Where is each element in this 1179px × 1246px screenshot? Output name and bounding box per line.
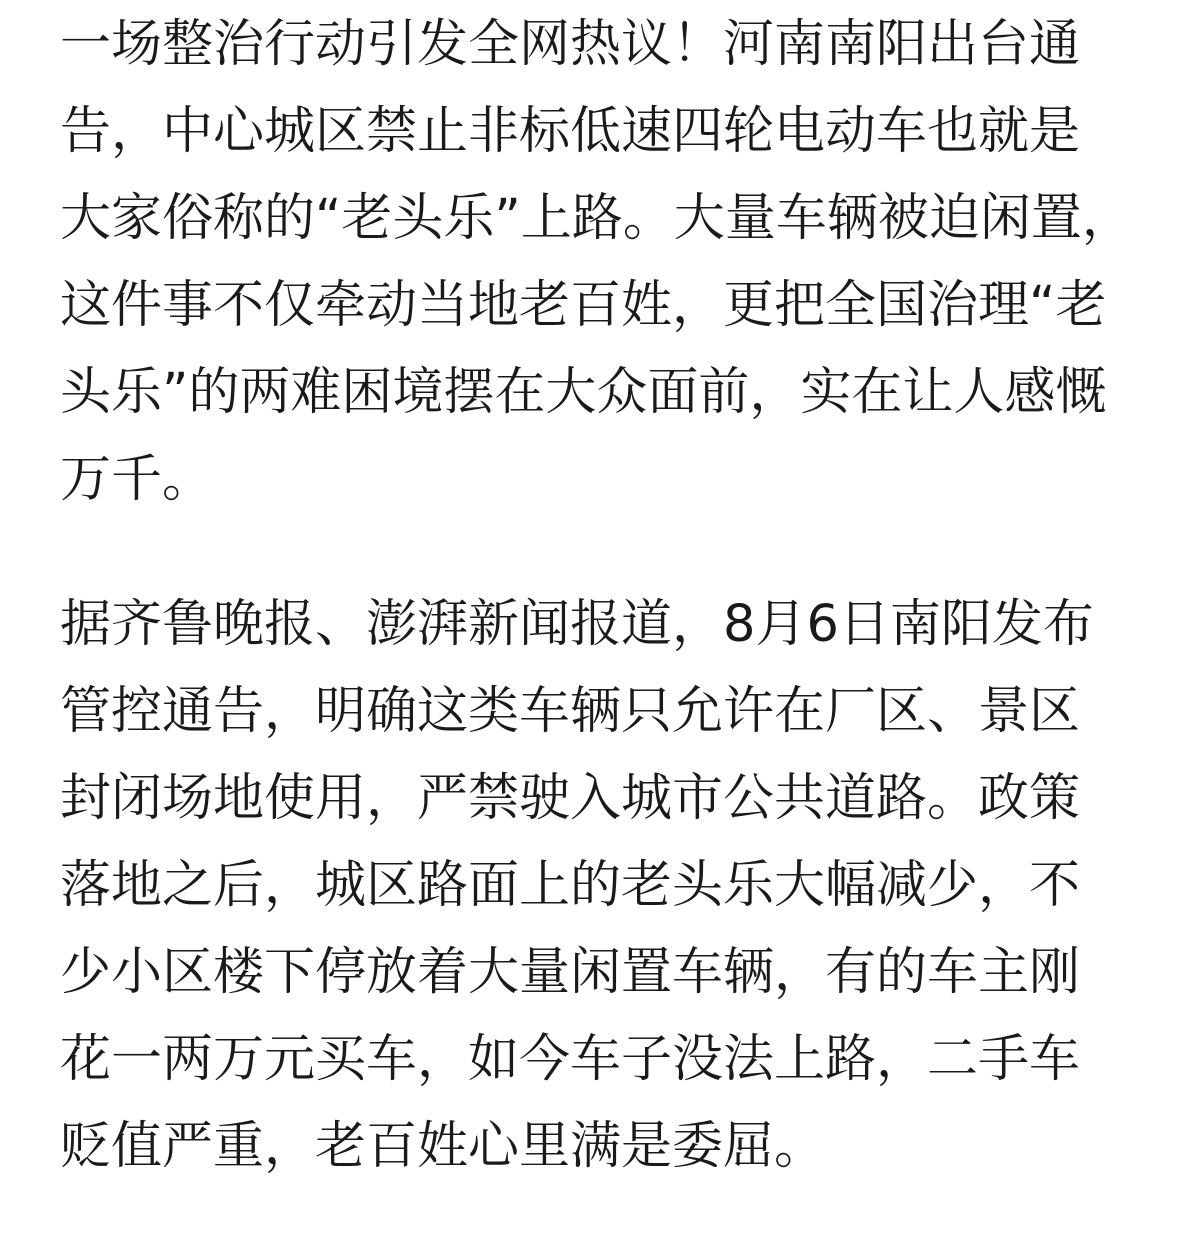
text-line: 头乐”的两难困境摆在大众面前，实在让人感慨 bbox=[60, 363, 1107, 422]
text-line: 大家俗称的“老头乐”上路。大量车辆被迫闲置， bbox=[60, 189, 1133, 248]
paragraph-intro bbox=[60, 1, 1133, 523]
text-line: 落地之后，城区路面上的老头乐大幅减少，不 bbox=[60, 856, 1081, 915]
paragraph-report bbox=[60, 581, 1094, 1190]
text-line: 万千。 bbox=[60, 450, 214, 509]
text-line: 一场整治行动引发全网热议！河南南阳出台通 bbox=[60, 15, 1081, 74]
text-line: 贬值严重，老百姓心里满是委屈。 bbox=[60, 1117, 826, 1176]
text-line: 这件事不仅牵动当地老百姓，更把全国治理“老 bbox=[60, 276, 1107, 335]
text-line: 告，中心城区禁止非标低速四轮电动车也就是 bbox=[60, 102, 1081, 161]
text-line: 少小区楼下停放着大量闲置车辆，有的车主刚 bbox=[60, 943, 1081, 1002]
text-line: 管控通告，明确这类车辆只允许在厂区、景区 bbox=[60, 682, 1081, 741]
text-line: 封闭场地使用，严禁驶入城市公共道路。政策 bbox=[60, 769, 1081, 828]
text-line: 花一两万元买车，如今车子没法上路，二手车 bbox=[60, 1030, 1081, 1089]
text-line: 据齐鲁晚报、澎湃新闻报道，8月6日南阳发布 bbox=[60, 595, 1094, 654]
